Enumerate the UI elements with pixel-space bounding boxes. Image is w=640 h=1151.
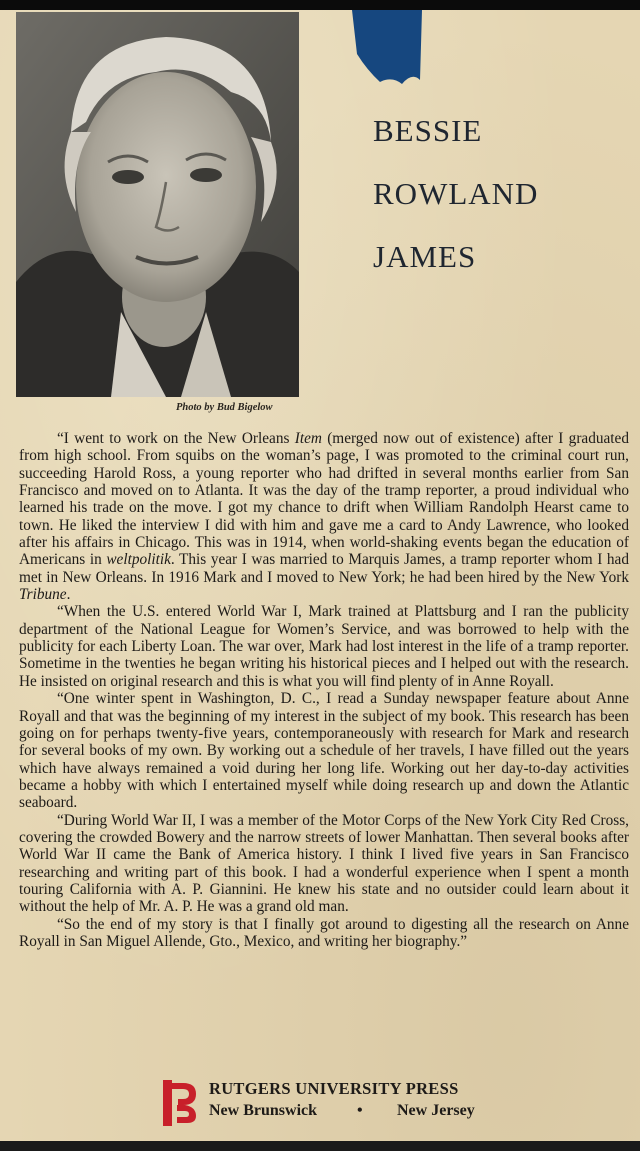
text-segment: “One winter spent in Washington, D. C., I read a Sunday newspaper feature about Anne Royall and that was the beginning of my interest in the subject of my book. This research has been going on for perhaps twenty-five years, contemporaneously with research for Mark and research for several books of my own. By working out a schedule of her travels, I have filled out the years which have always remained a void during her long life. Working out her day-to-day activities became a hobby with which I entertained myself while doing research up and down the Atlantic seaboard. <box>19 690 629 812</box>
publisher-separator: • <box>357 1102 363 1119</box>
author-name-middle: ROWLAND <box>373 176 539 211</box>
bottom-edge <box>0 1141 640 1151</box>
top-edge <box>0 0 640 10</box>
paragraph <box>19 690 629 811</box>
publisher-name: RUTGERS UNIVERSITY PRESS <box>209 1079 459 1098</box>
publisher-state: New Jersey <box>397 1102 475 1119</box>
publisher-city: New Brunswick <box>209 1102 318 1119</box>
paragraph <box>19 430 629 603</box>
paragraph <box>19 812 629 916</box>
paragraph <box>19 603 629 690</box>
text-segment: . <box>66 586 71 604</box>
text-segment: “So the end of my story is that I finally got around to digesting all the research on Anne Royall in San Miguel Allende, Gto., Mexico, and writing her biography.” <box>19 915 629 950</box>
photo-credit: Photo by Bud Bigelow <box>176 402 273 413</box>
author-name-last: JAMES <box>373 239 477 274</box>
text-segment: (merged now out of existence) after I graduated from high school. From squibs on the woman’s page, I was promoted to the criminal court run, succeeding Harold Ross, a young reporter who had drifted in several months earlier from San Francisco and moved on to Atlanta. It was the day of the tramp reporter, a proud individual who learned his trade on the move. I got my chance to drift when William Randolph Hearst came to town. He liked the interview I did with him and gave me a card to Andy Lawrence, who looked after his affairs in Chicago. This was in 1914, when world-shaking events began the education of Americans in <box>19 430 629 569</box>
rutgers-press-logo-icon <box>163 1080 199 1126</box>
book-jacket-page <box>0 10 640 1141</box>
author-name-first: BESSIE <box>373 113 483 148</box>
biography-text <box>19 430 629 950</box>
italic-text: Tribune <box>19 586 67 604</box>
text-segment: “I went to work on the New Orleans <box>57 430 295 447</box>
text-segment: “During World War II, I was a member of the Motor Corps of the New York City Red Cross, covering the crowded Bowery and the narrow streets of lower Manhattan. Then several books after World War II came the Bank of America history. I think I lived five years in San Francisco researching and writing part of this book. I had a wonderful experience when I spent a month touring California with A. P. Giannini. He knew his state and no outsider could learn about it without the help of Mr. A. P. He was a grand old man. <box>19 811 629 916</box>
italic-text: weltpolitik <box>106 551 171 569</box>
text-segment: . This year I was married to Marquis James, a tramp reporter whom I had met in New Orleans. In 1916 Mark and I moved to New York; he had been hired by the New York <box>19 551 629 586</box>
italic-text: Item <box>294 430 322 447</box>
blue-corner-tab <box>352 10 422 90</box>
author-photo <box>16 12 299 397</box>
paragraph <box>19 916 629 951</box>
text-segment: “When the U.S. entered World War I, Mark trained at Plattsburg and I ran the publicity department of the National League for Women’s Service, and was borrowed to help with the publicity for each Liberty Loan. The war over, Mark had lost interest in the life of a tramp reporter. Sometime in the twenties he began writing his historical pieces and I helped out with the research. He insisted on original research and this is what you will find plenty of in Anne Royall. <box>19 603 629 690</box>
